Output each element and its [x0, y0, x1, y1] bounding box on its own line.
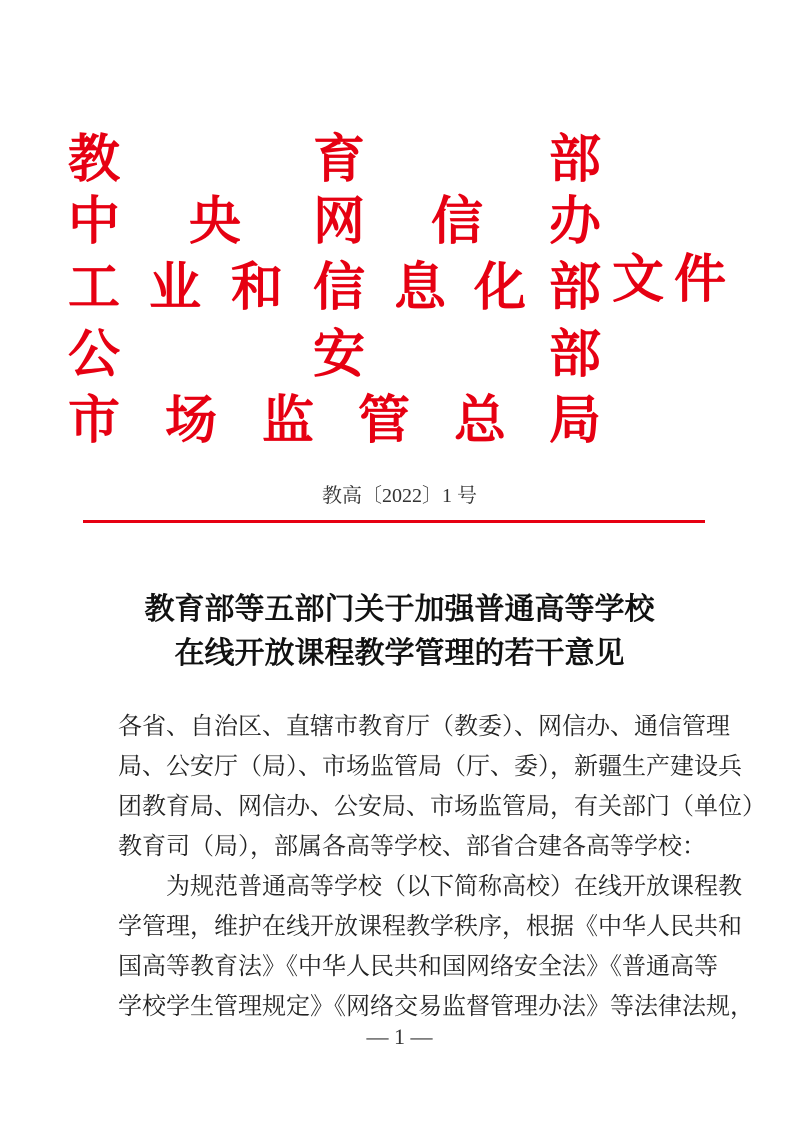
- agency-char: 工: [67, 257, 120, 318]
- agency-char: 中: [67, 191, 120, 252]
- agency-char: 办: [548, 191, 601, 252]
- agency-char: 公: [67, 324, 120, 385]
- document-title-line-2: 在线开放课程教学管理的若干意见: [174, 636, 625, 671]
- agency-char: 总: [453, 390, 506, 451]
- agency-char: 场: [164, 390, 217, 451]
- agency-char: 和: [230, 257, 283, 318]
- agency-char: 局: [548, 390, 601, 451]
- agency-char: 管: [357, 390, 410, 451]
- body-line: 国高等教育法》《中华人民共和国网络安全法》《普通高等: [118, 952, 718, 980]
- body-line: 为规范普通高等学校（以下简称高校）在线开放课程教: [118, 872, 742, 900]
- agency-char: 市: [67, 390, 120, 451]
- document-number: 教高〔2022〕1 号: [322, 485, 477, 507]
- agency-char: 息: [393, 257, 446, 318]
- agency-char: 化: [473, 257, 526, 318]
- red-divider-line: [83, 520, 705, 523]
- agency-char: 部: [548, 129, 601, 190]
- agency-char: 部: [548, 324, 601, 385]
- page-number: — 1 —: [366, 1024, 433, 1049]
- body-line: 各省、自治区、直辖市教育厅（教委）、网信办、通信管理: [118, 712, 730, 740]
- body-line: 学校学生管理规定》《网络交易监督管理办法》等法律法规，: [118, 992, 754, 1020]
- agency-char: 育: [312, 129, 365, 190]
- agency-char: 信: [312, 257, 365, 318]
- agency-char: 部: [548, 257, 601, 318]
- agency-char: 监: [261, 390, 314, 451]
- body-line: 团教育局、网信办、公安局、市场监管局，有关部门（单位）: [118, 792, 766, 820]
- agency-char: 安: [312, 324, 365, 385]
- agency-char: 央: [188, 191, 241, 252]
- agency-char: 网: [312, 191, 365, 252]
- body-line: 学管理，维护在线开放课程教学秩序，根据《中华人民共和: [118, 912, 742, 940]
- document-suffix: 文件: [612, 249, 737, 310]
- agency-char: 教: [67, 129, 120, 190]
- document-title-line-1: 教育部等五部门关于加强普通高等学校: [144, 592, 655, 627]
- agency-char: 信: [430, 191, 483, 252]
- agency-char: 业: [148, 257, 201, 318]
- body-line: 教育司（局），部属各高等学校、部省合建各高等学校：: [118, 832, 706, 860]
- body-line: 局、公安厅（局）、市场监管局（厅、委），新疆生产建设兵: [118, 752, 742, 780]
